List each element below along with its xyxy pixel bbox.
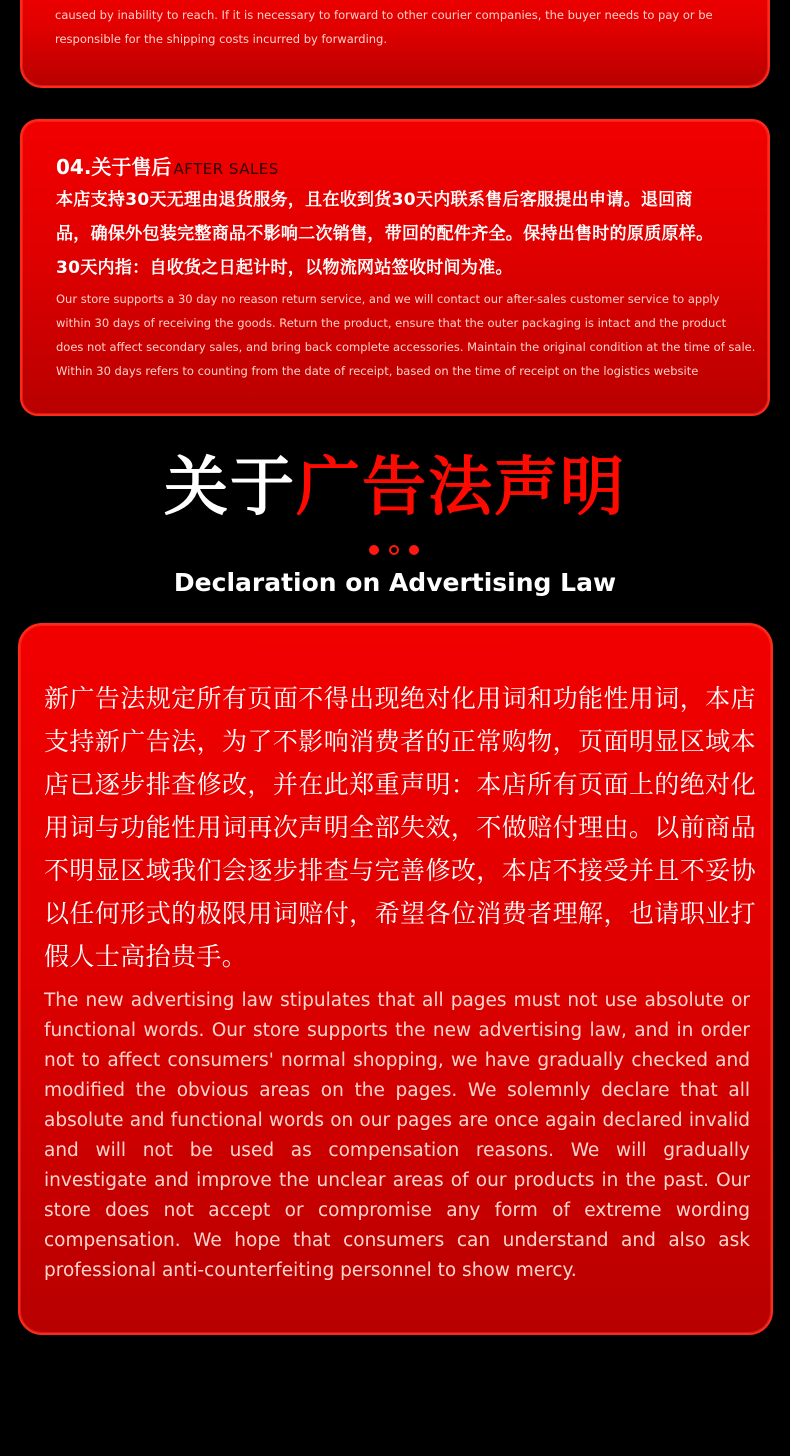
shipping-info-card <box>20 0 770 88</box>
declaration-chinese-text: 新广告法规定所有页面不得出现绝对化用词和功能性用词，本店支持新广告法，为了不影响消费者的正常购物，页面明显区域本店已逐步排查修改，并在此郑重声明：本店所有页面上的绝对化用词与功能性用词再次声明全部失效，不做赔付理由。以前商品不明显区域我们会逐步排查与完善修改，本店不接受并且不妥协以任何形式的极限用词赔付，希望各位消费者理解，也请职业打假人士高抬贵手。 <box>44 684 756 971</box>
dot-icon <box>369 545 379 555</box>
after-sales-chinese-text: 本店支持30天无理由退货服务，且在收到货30天内联系售后客服提出申请。退回商品，确保外包装完整商品不影响二次销售，带回的配件齐全。保持出售时的原质原样。30天内指：自收货之日起计时，以物流网站签收时间为准。 <box>56 190 714 278</box>
dot-icon <box>409 545 419 555</box>
after-sales-heading <box>56 151 279 180</box>
declaration-subtitle: Declaration on Advertising Law <box>173 568 617 597</box>
after-sales-heading-number: 04.关于售后 <box>56 155 172 179</box>
declaration-card <box>18 623 773 1335</box>
declaration-title <box>0 448 790 528</box>
declaration-english-text: The new advertising law stipulates that all pages must not use absolute or functional words. Our store supports the new advertising law, and in order not to affect consumers' normal shopping, we have gradually checked and modified the obvious areas on the pages. We solemnly declare that all absolute and functional words on our pages are once again declared invalid and will not be used as compensation reasons. We will gradually investigate and improve the unclear areas of our products in the past. Our store does not accept or compromise any form of extreme wording compensation. We hope that consumers can understand and also ask professional anti-counterfeiting personnel to show mercy. <box>44 990 750 1281</box>
after-sales-english-text: Our store supports a 30 day no reason return service, and we will contact our after-sales customer service to apply within 30 days of receiving the goods. Return the product, ensure that the outer packaging is intact and the product does not affect secondary sales, and bring back complete accessories. Maintain the original condition at the time of sale. Within 30 days refers to counting from the date of receipt, based on the time of receipt on the logistics website <box>56 292 756 378</box>
shipping-english-text: caused by inability to reach. If it is necessary to forward to other courier companies, the buyer needs to pay or be responsible for the shipping costs incurred by forwarding. <box>55 8 713 46</box>
after-sales-card <box>20 119 770 416</box>
title-dots-decoration <box>369 545 429 557</box>
after-sales-heading-en: AFTER SALES <box>173 160 279 178</box>
declaration-title-white: 关于 <box>164 451 296 525</box>
declaration-title-red: 广告法声明 <box>296 451 626 525</box>
ring-dot-icon <box>389 545 399 555</box>
